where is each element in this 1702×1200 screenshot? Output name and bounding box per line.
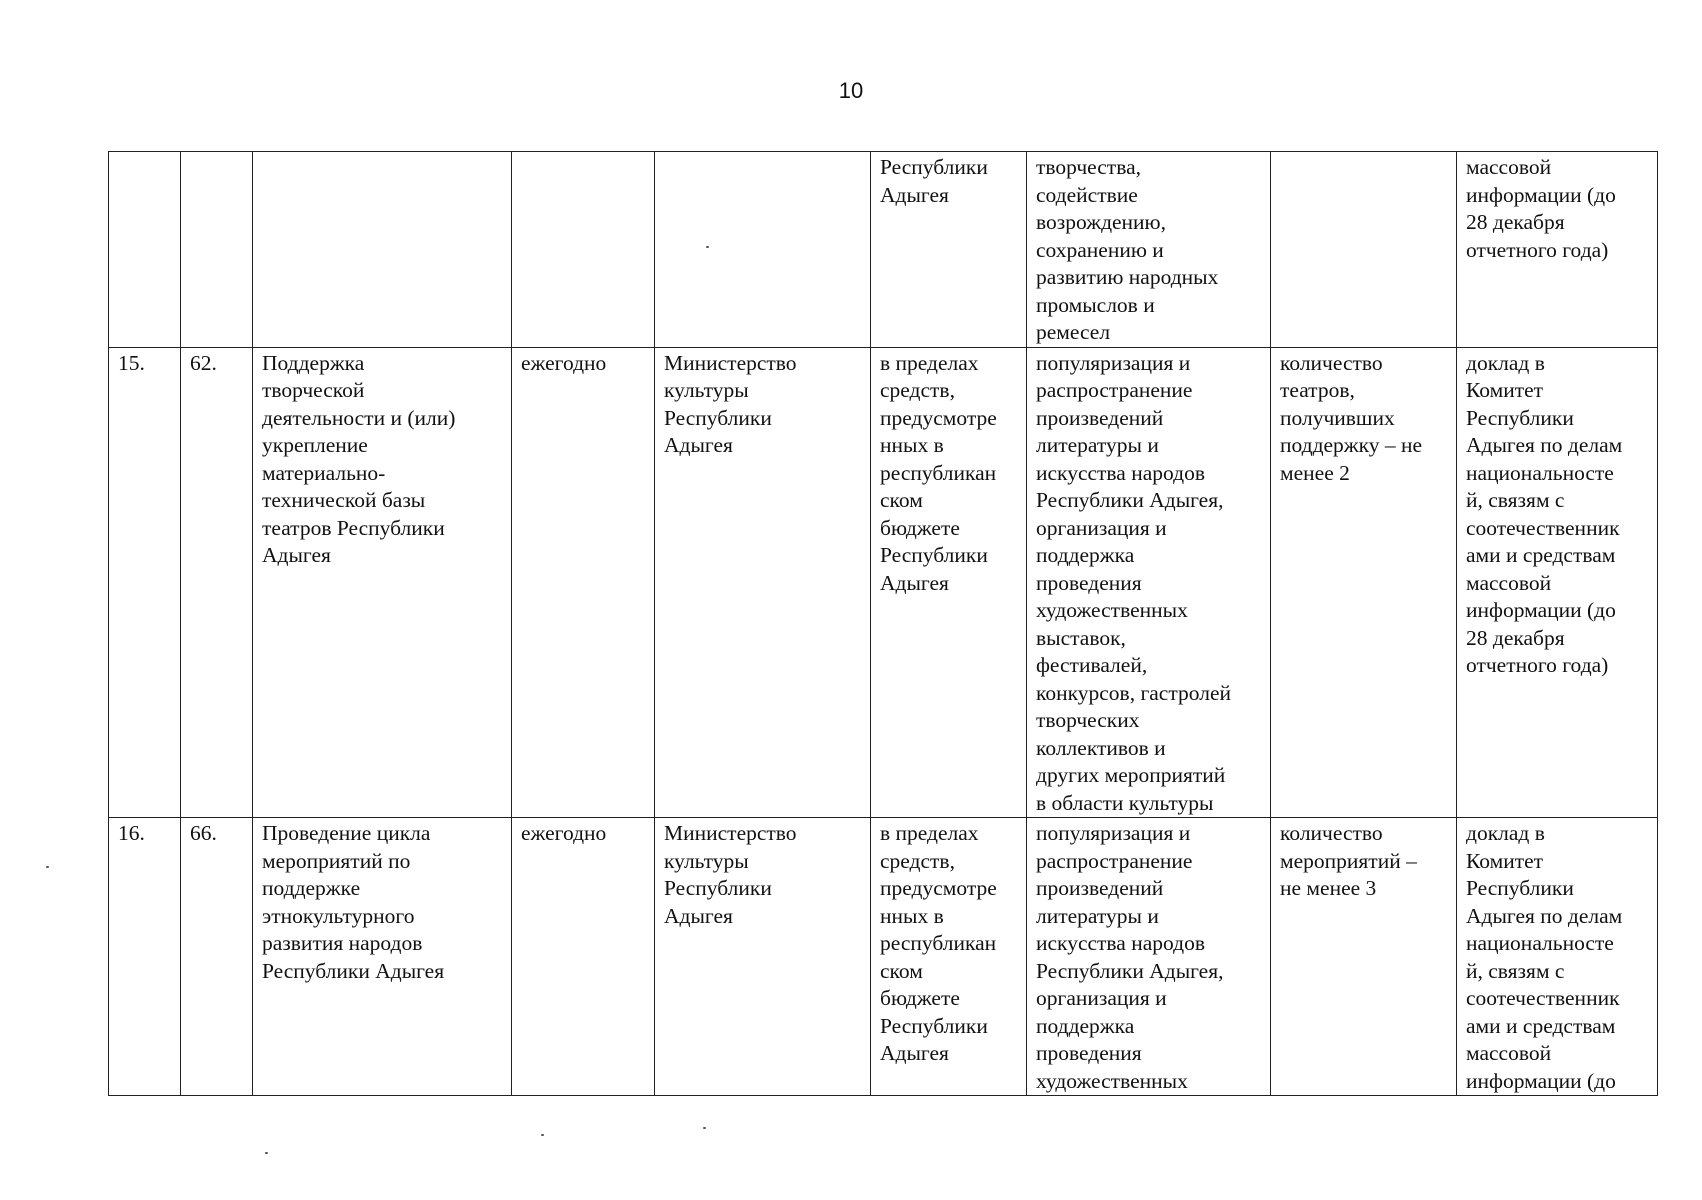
cell-expected-result: творчества, содействие возрождению, сохранению и развитию народных промыслов и ремесел: [1027, 152, 1271, 348]
cell-period: [512, 152, 655, 348]
cell-measure-number: [181, 152, 253, 348]
page-number: 10: [838, 78, 864, 103]
scan-speck: [46, 866, 49, 868]
cell-measure-name: Поддержка творческой деятельности и (или) укрепление материально- технической базы театров Республики Адыгея: [253, 347, 512, 818]
cell-measure-number: 62.: [181, 347, 253, 818]
scan-speck: [706, 246, 709, 248]
cell-executor: [655, 152, 871, 348]
cell-indicator: количество театров, получивших поддержку – не менее 2: [1271, 347, 1457, 818]
cell-number: [109, 152, 181, 348]
cell-expected-result: популяризация и распространение произведений литературы и искусства народов Республики Адыгея, организация и поддержка проведения художественных: [1027, 818, 1271, 1096]
cell-indicator: количество мероприятий – не менее 3: [1271, 818, 1457, 1096]
cell-reporting-form: доклад в Комитет Республики Адыгея по делам национальносте й, связям с соотечественник ами и средствам массовой информации (до: [1457, 818, 1658, 1096]
cell-executor: Министерство культуры Республики Адыгея: [655, 347, 871, 818]
table-row: [109, 347, 1658, 818]
table-row: [109, 818, 1658, 1096]
cell-indicator: [1271, 152, 1457, 348]
cell-measure-name: Проведение цикла мероприятий по поддержке этнокультурного развития народов Республики Адыгея: [253, 818, 512, 1096]
cell-expected-result: популяризация и распространение произведений литературы и искусства народов Республики Адыгея, организация и поддержка проведения художественных выставок, фестивалей, конкурсов, гастролей творческих коллективов и других мероприятий в области культуры: [1027, 347, 1271, 818]
scan-speck: [703, 1127, 706, 1129]
cell-measure-number: 66.: [181, 818, 253, 1096]
scan-speck: [541, 1134, 544, 1136]
cell-executor: Министерство культуры Республики Адыгея: [655, 818, 871, 1096]
cell-reporting-form: доклад в Комитет Республики Адыгея по делам национальносте й, связям с соотечественник ами и средствам массовой информации (до 28 декабря отчетного года): [1457, 347, 1658, 818]
cell-funding: в пределах средств, предусмотре нных в республикан ском бюджете Республики Адыгея: [871, 347, 1027, 818]
cell-period: ежегодно: [512, 347, 655, 818]
cell-reporting-form: массовой информации (до 28 декабря отчетного года): [1457, 152, 1658, 348]
cell-number: 15.: [109, 347, 181, 818]
cell-funding: в пределах средств, предусмотре нных в республикан ском бюджете Республики Адыгея: [871, 818, 1027, 1096]
scan-speck: [265, 1152, 268, 1154]
cell-number: 16.: [109, 818, 181, 1096]
cell-period: ежегодно: [512, 818, 655, 1096]
cell-measure-name: [253, 152, 512, 348]
cell-funding: Республики Адыгея: [871, 152, 1027, 348]
table-row-continuation: [109, 152, 1658, 348]
measures-table: [108, 151, 1658, 1096]
